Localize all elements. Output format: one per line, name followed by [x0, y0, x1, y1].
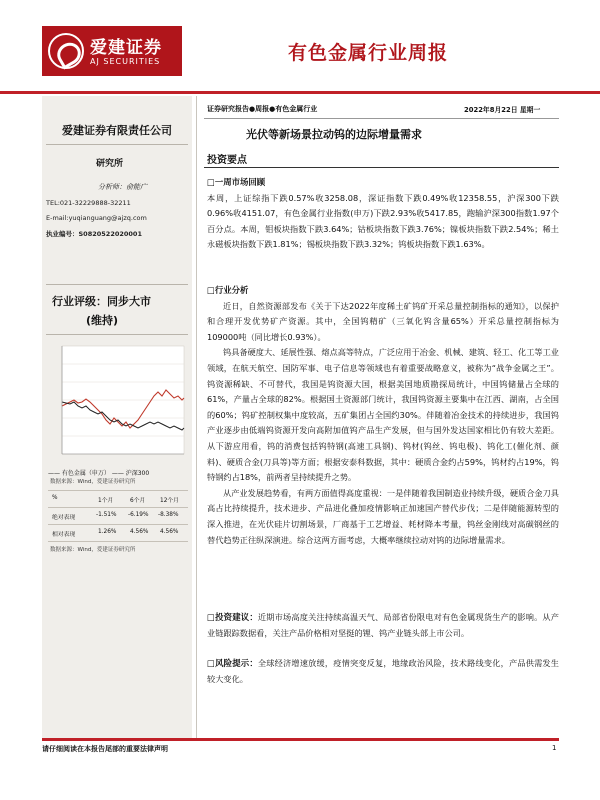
perf-cell-12m: 4.56%	[160, 529, 179, 535]
report-category: 证券研究报告●周报●有色金属行业	[207, 105, 318, 113]
footer-divider	[42, 738, 559, 741]
section-heading: 投资要点	[207, 155, 247, 166]
page-header	[0, 0, 600, 96]
company-name: 爱建证券有限责任公司	[62, 124, 172, 137]
paragraph-investment-advice: 近期市场高度关注持续高温天气、局部省份限电对有色金属现货生产的影响。从产业链跟踪数据看，关注产品价格相对坚挺的锂、钨产业链头部上市公司。	[207, 612, 559, 638]
perf-cell-1m: -1.51%	[96, 512, 117, 518]
report-date: 2022年8月22日 星期一	[464, 106, 541, 114]
table-row	[48, 526, 188, 540]
perf-cell-6m: 4.56%	[130, 529, 149, 535]
department: 研究所	[96, 159, 124, 169]
sidebar	[42, 96, 192, 738]
analyst-email[interactable]: E-mail:yuqianguang@ajzq.com	[46, 214, 147, 222]
index-chart-svg	[48, 342, 188, 466]
perf-table-rule-bottom	[48, 541, 188, 542]
heading-market-review: □一周市场回顾	[207, 177, 266, 187]
report-title: 光伏等新场景拉动钨的边际增量需求	[246, 128, 422, 141]
paragraph-market-review: 本周，上证综指下跌0.57%收3258.08，深证指数下跌0.49%收12358.55，沪深300下跌0.96%收4151.07，有色金属行业指数(申万)下跌2.93%收5417.85，跑输沪深300指数1.97个百分点。本周，钼板块指数下跌3.64%；钴板块指数下跌3.76%；镍板块指数下跌2.54%；稀土永磁板块指数下跌1.81%；锡板块指数下跌3.32%；钨板块指数下跌1.63%。	[207, 192, 559, 250]
industry-rating: 行业评级：同步大市	[52, 295, 151, 308]
investment-advice	[207, 610, 559, 641]
chart-source: 数据来源：Wind，爱建证券研究所	[50, 479, 136, 485]
perf-header-unit: %	[52, 495, 58, 501]
sidebar-divider-3	[46, 334, 188, 335]
page-number: 1	[552, 744, 557, 752]
perf-row-label: 相对表现	[52, 532, 76, 538]
index-chart	[48, 342, 188, 466]
perf-table-rule-2	[48, 524, 188, 525]
analyst-name: 分析师：俞能广	[98, 183, 147, 191]
perf-table-header	[48, 492, 188, 506]
perf-table-rule-1	[48, 507, 188, 508]
meta-divider	[204, 118, 559, 119]
perf-cell-1m: 1.26%	[98, 529, 117, 535]
paragraph-industry-trend: 从产业发展趋势看，有两方面值得高度重视：一是伴随着我国制造业持续升级，硬质合金刀具高占比持续提升，技术进步、产品进化叠加疫情影响正加速国产替代步伐；二是伴随能源转型的深入推进，在光伏硅片切割场景，厂商基于工艺增益、耗材降本考量，钨丝金刚线对高碳钢丝的替代趋势正往纵深演进。综合这两方面考虑，大概率继续拉动对钨的边际增量需求。	[207, 487, 559, 545]
paragraph-policy: 近日，自然资源部发布《关于下达2022年度稀土矿钨矿开采总量控制指标的通知》，以保护和合理开发优势矿产资源。其中，全国钨精矿（三氧化钨含量65%）开采总量控制指标为109000吨（同比增长0.93%）。	[207, 300, 559, 342]
perf-cell-12m: -8.38%	[158, 512, 179, 518]
perf-header-1m: 1个月	[98, 498, 114, 504]
perf-row-label: 绝对表现	[52, 515, 76, 521]
perf-table-rule-top	[48, 490, 188, 491]
industry-analysis	[207, 283, 559, 548]
heading-risk-warning: □风险提示：	[207, 658, 258, 668]
perf-header-6m: 6个月	[130, 498, 146, 504]
heading-investment-advice: □投资建议：	[207, 612, 258, 622]
market-review	[207, 175, 559, 253]
logo-chinese-name: 爱建证券	[90, 38, 162, 58]
sidebar-border	[196, 96, 197, 738]
brand-logo	[42, 26, 182, 76]
sidebar-divider-1	[46, 144, 188, 145]
legal-notice-link[interactable]: 请仔细阅读在本报告尾部的重要法律声明	[42, 745, 168, 753]
chart-legend: —— 有色金属（申万） —— 沪深300	[48, 470, 150, 477]
perf-header-12m: 12个月	[160, 498, 179, 504]
header-title: 有色金属行业周报	[288, 42, 449, 64]
risk-warning	[207, 656, 559, 687]
logo-english-name: AJ SECURITIES	[90, 57, 161, 66]
perf-cell-6m: -6.19%	[128, 512, 149, 518]
table-row	[48, 509, 188, 523]
rating-status: (维持)	[86, 314, 119, 327]
analyst-license: 执业编号：S0820522020001	[46, 230, 142, 238]
header-divider	[0, 91, 600, 94]
logo-emblem-icon	[48, 33, 84, 69]
paragraph-risk-warning: 全球经济增速放缓，疫情突变反复，地缘政治风险，技术路线变化，产品供需发生较大变化。	[207, 658, 559, 684]
analyst-tel: TEL:021-32229888-32211	[46, 199, 131, 207]
sidebar-divider-2	[46, 284, 188, 285]
perf-source: 数据来源：Wind，爱建证券研究所	[50, 547, 136, 553]
heading-industry-analysis: □行业分析	[207, 285, 249, 295]
section-divider	[204, 167, 559, 168]
paragraph-tungsten-overview: 钨具备硬度大、延展性强、熔点高等特点，广泛应用于冶金、机械、建筑、轻工、化工等工业领域，在航天航空、国防军事、电子信息等领域也有着重要战略意义，被称为“战争金属之王”。钨资源稀缺、不可替代，我国是钨资源大国，根据美国地质勘探局统计，中国钨储量占全球的61%，产量占全球的82%。根据国土资源部门统计，我国钨资源主要集中在江西、湖南，占全国的60%；钨矿控制权集中度较高，五矿集团占全国约30%。伴随着冶金技术的持续进步，我国钨产业逐步由低端钨资源开发向高附加值钨产品生产发展，但与国外发达国家相比仍有较大差距。从下游应用看，钨的消费包括钨特钢(高速工具钢)、钨材(钨丝、钨电极)、钨化工(催化剂、颜料)、硬质合金(刀具等)等方面；根据安泰科数据，其中：硬质合金约占59%，钨材约占19%，钨特钢约占18%，前两者呈持续提升之势。	[207, 347, 559, 483]
